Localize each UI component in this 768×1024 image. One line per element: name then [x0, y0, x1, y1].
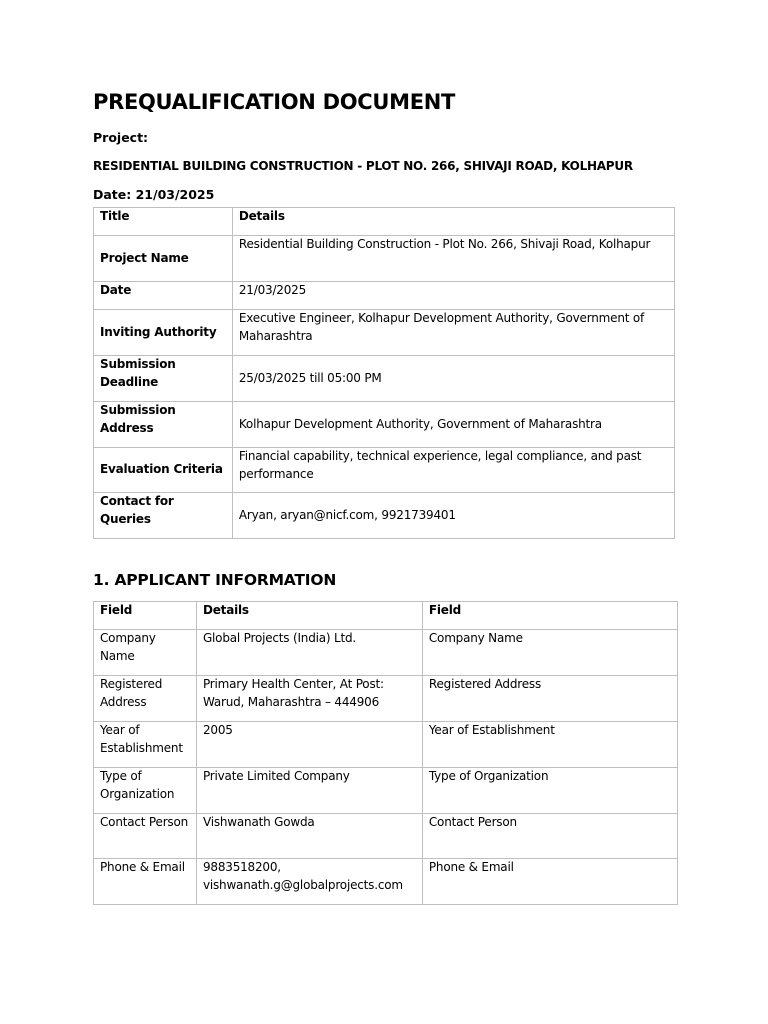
applicant-information-table [93, 601, 678, 905]
applicant-field-cell: Year of Establishment [94, 722, 197, 768]
table-row [94, 310, 675, 356]
summary-header-title: Title [94, 208, 233, 236]
applicant-details-cell: Private Limited Company [196, 768, 422, 814]
document-date: Date: 21/03/2025 [93, 187, 215, 202]
applicant-header-field-2: Field [422, 602, 677, 630]
applicant-field-cell: Phone & Email [94, 859, 197, 905]
table-row [94, 814, 678, 859]
summary-title-cell: Evaluation Criteria [94, 448, 233, 493]
table-row [94, 356, 675, 402]
table-row [94, 676, 678, 722]
table-row [94, 236, 675, 282]
project-name-heading: RESIDENTIAL BUILDING CONSTRUCTION - PLOT NO. 266, SHIVAJI ROAD, KOLHAPUR [93, 159, 633, 173]
table-row [94, 282, 675, 310]
applicant-field-cell: Contact Person [94, 814, 197, 859]
applicant-details-cell: Global Projects (India) Ltd. [196, 630, 422, 676]
applicant-details-cell: 9883518200, vishwanath.g@globalprojects.com [196, 859, 422, 905]
summary-details-cell: 21/03/2025 [232, 282, 674, 310]
summary-details-cell: Executive Engineer, Kolhapur Development Authority, Government of Maharashtra [232, 310, 674, 356]
table-row [94, 630, 678, 676]
summary-title-cell: Submission Deadline [94, 356, 233, 402]
project-label: Project: [93, 130, 149, 145]
summary-table [93, 207, 675, 539]
document-title: PREQUALIFICATION DOCUMENT [93, 90, 456, 114]
applicant-field-2-cell: Contact Person [422, 814, 677, 859]
document-page [93, 88, 693, 905]
table-row [94, 768, 678, 814]
table-row [94, 493, 675, 539]
applicant-field-cell: Registered Address [94, 676, 197, 722]
summary-details-cell: Residential Building Construction - Plot No. 266, Shivaji Road, Kolhapur [232, 236, 674, 282]
applicant-field-2-cell: Company Name [422, 630, 677, 676]
applicant-field-2-cell: Year of Establishment [422, 722, 677, 768]
applicant-field-2-cell: Type of Organization [422, 768, 677, 814]
summary-header-details: Details [232, 208, 674, 236]
table-row [94, 722, 678, 768]
summary-details-cell: 25/03/2025 till 05:00 PM [232, 356, 674, 402]
applicant-field-2-cell: Registered Address [422, 676, 677, 722]
summary-title-cell: Project Name [94, 236, 233, 282]
summary-title-cell: Contact for Queries [94, 493, 233, 539]
summary-title-cell: Submission Address [94, 402, 233, 448]
table-row [94, 448, 675, 493]
section-heading-applicant-information: 1. APPLICANT INFORMATION [93, 571, 337, 589]
summary-details-cell: Kolhapur Development Authority, Government of Maharashtra [232, 402, 674, 448]
summary-details-cell: Financial capability, technical experience, legal compliance, and past performance [232, 448, 674, 493]
summary-header-row [94, 208, 675, 236]
applicant-header-field: Field [94, 602, 197, 630]
applicant-header-details: Details [196, 602, 422, 630]
table-row [94, 402, 675, 448]
summary-title-cell: Inviting Authority [94, 310, 233, 356]
applicant-details-cell: Vishwanath Gowda [196, 814, 422, 859]
applicant-details-cell: 2005 [196, 722, 422, 768]
applicant-field-cell: Company Name [94, 630, 197, 676]
applicant-field-cell: Type of Organization [94, 768, 197, 814]
applicant-header-row [94, 602, 678, 630]
summary-details-cell: Aryan, aryan@nicf.com, 9921739401 [232, 493, 674, 539]
summary-title-cell: Date [94, 282, 233, 310]
applicant-field-2-cell: Phone & Email [422, 859, 677, 905]
applicant-details-cell: Primary Health Center, At Post: Warud, Maharashtra – 444906 [196, 676, 422, 722]
table-row [94, 859, 678, 905]
